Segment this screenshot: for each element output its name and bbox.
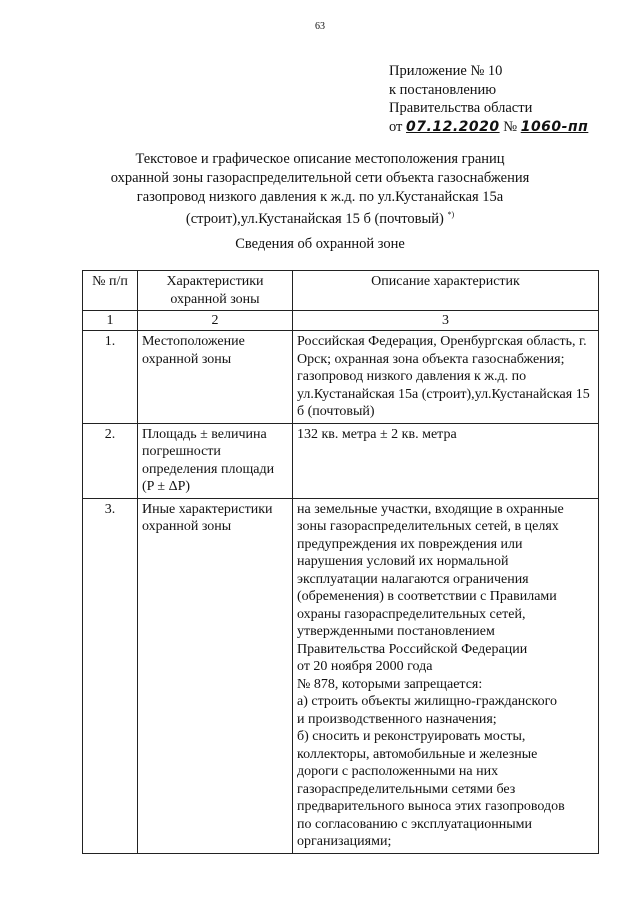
description-line: газораспределительными сетями без [297,781,516,797]
handwritten-date: 07.12.2020 [406,118,500,135]
description-line: утвержденными постановлением [297,624,495,639]
description-line: предупреждения их повреждения или [297,536,523,552]
description-line: от 20 ноября 2000 года [297,659,433,674]
description-line: а) строить объекты жилищно-гражданского [297,694,557,709]
row-characteristic: Иные характеристики охранной зоны [138,498,293,853]
title-line: охранной зоны газораспределительной сети объекта газоснабжения [110,169,530,186]
row-characteristic: Площадь ± величина погрешности определения площади (P ± ΔP) [138,423,293,498]
table-header-row [83,271,599,311]
description-line: и производственного назначения; [297,711,497,727]
row-description: Российская Федерация, Оренбургская область, г. Орск; охранная зона объекта газоснабжения; газопровод низкого давления к ж.д. по ул.Кустанайская 15а (строит),ул.Кустанайская 15 б (почтовый) [293,331,599,424]
appendix-line: Правительства области [389,100,533,116]
header-characteristic: Характеристики охранной зоны [138,271,293,311]
row-number: 1. [83,331,138,424]
description-line: зоны газораспределительных сетей, в целях [297,519,559,534]
description-line: эксплуатации налагаются ограничения [297,571,529,587]
title-line-text: (строит),ул.Кустанайская 15 б (почтовый) [185,211,444,228]
header-number: № п/п [83,271,138,311]
column-number: 2 [138,311,293,331]
row-description: 132 кв. метра ± 2 кв. метра [293,423,599,498]
document-title [0,150,640,229]
handwritten-number: 1060-пп [520,118,589,135]
description-line: по согласованию с эксплуатационными [297,816,532,832]
title-line: газопровод низкого давления к ж.д. по ул.Кустанайская 15а [136,188,504,205]
description-line: (обременения) в соответствии с Правилами [297,589,557,604]
column-number: 3 [293,311,599,331]
description-line: предварительного выноса этих газопроводов [297,799,565,814]
description-line: № 878, которыми запрещается: [297,676,483,692]
description-line: организациями; [297,834,392,849]
description-line: дороги с расположенными на них [297,764,499,779]
appendix-line: Приложение № 10 [389,63,503,79]
table-row [83,423,599,498]
description-line: нарушения условий их нормальной [297,554,509,569]
title-line: Текстовое и графическое описание местоположения границ [135,151,505,167]
row-number: 3. [83,498,138,853]
column-number-row [83,311,599,331]
description-line: на земельные участки, входящие в охранные [297,501,564,517]
table-row [83,498,599,853]
protection-zone-table [82,270,599,854]
table-row [83,331,599,424]
header-description: Описание характеристик [293,271,599,311]
appendix-header [389,62,588,136]
description-line: коллекторы, автомобильные и железные [297,746,538,762]
description-line: Правительства Российской Федерации [297,641,528,657]
page-number: 63 [315,21,325,32]
title-line [0,206,640,229]
description-line: б) сносить и реконструировать мосты, [297,729,526,744]
section-title: Сведения об охранной зоне [235,236,405,252]
row-characteristic: Местоположение охранной зоны [138,331,293,424]
row-description [293,498,599,853]
appendix-date-line [389,118,588,137]
from-prefix: от [389,118,403,135]
column-number: 1 [83,311,138,331]
footnote-mark: *) [447,210,455,220]
appendix-line: к постановлению [389,81,497,98]
number-sign: № [503,118,518,135]
description-line: охраны газораспределительных сетей, [297,606,526,622]
row-number: 2. [83,423,138,498]
